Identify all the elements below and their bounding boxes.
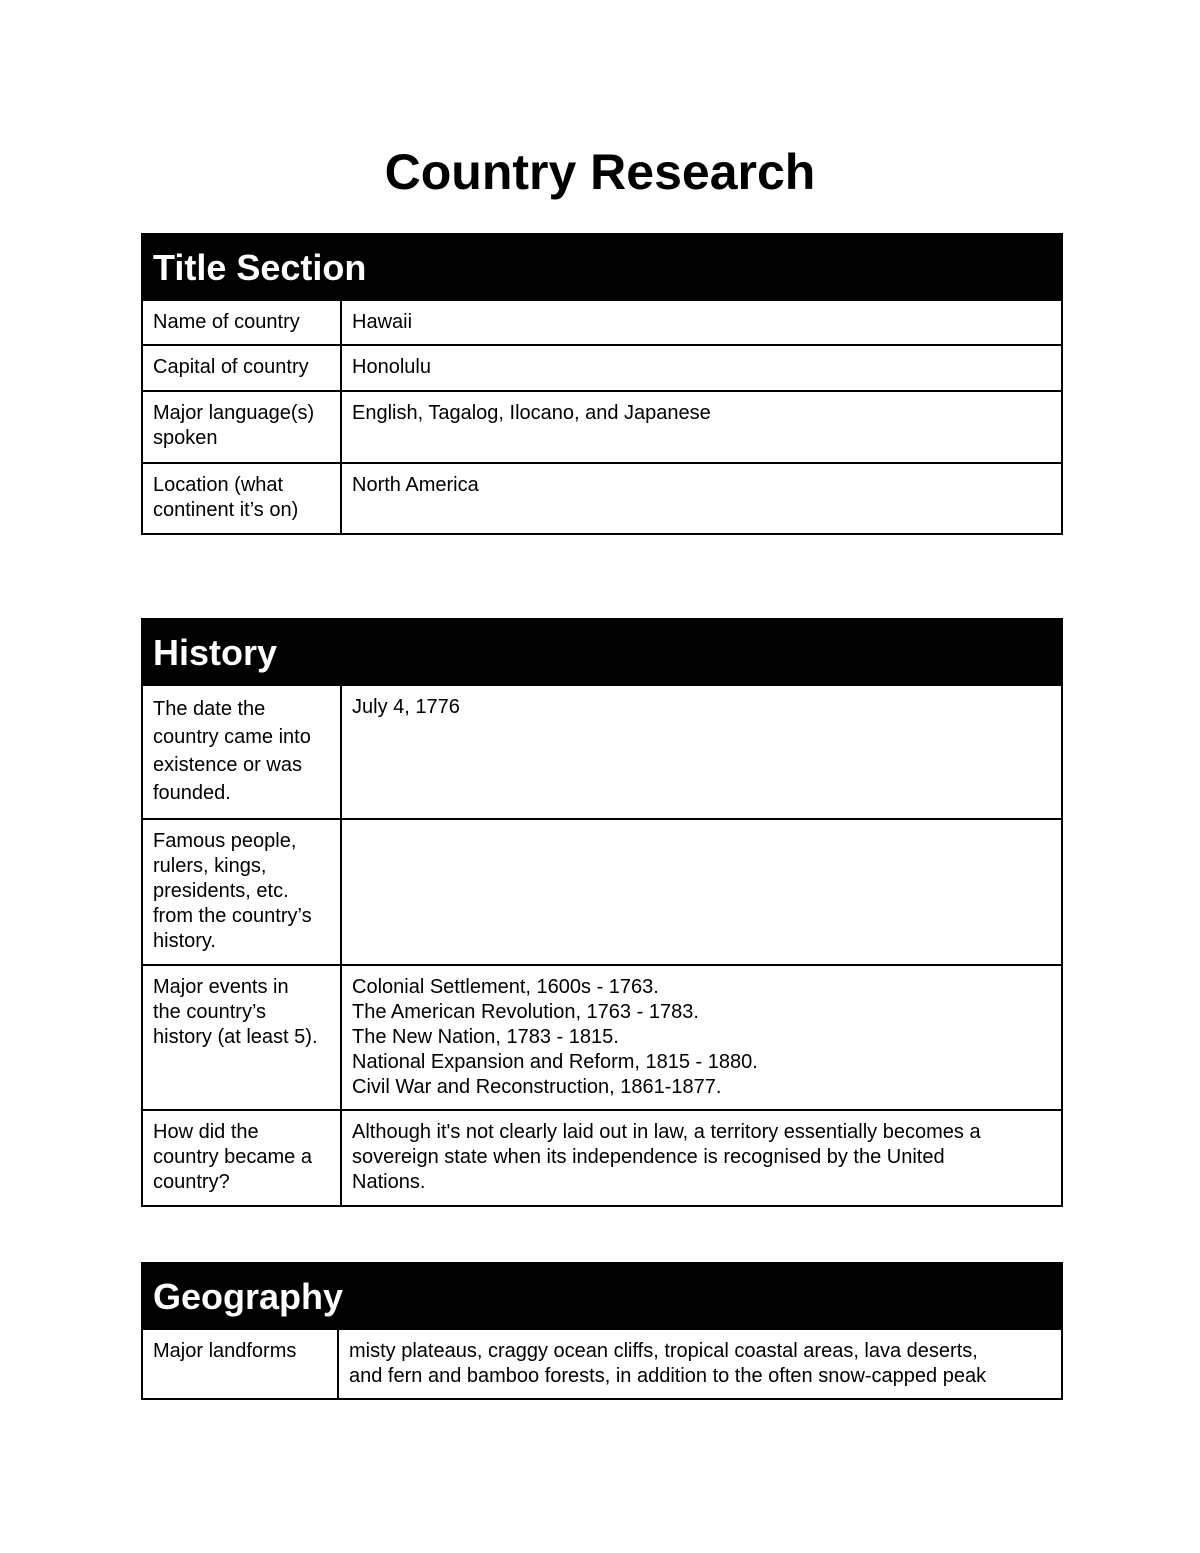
history-section-table [141,618,1063,1207]
field-value: Honolulu [341,345,1062,391]
geography-section-table [141,1262,1063,1400]
geography-section-heading: Geography [142,1263,1062,1329]
table-row [142,685,1062,819]
field-label: Major events in the country’s history (at least 5). [142,965,341,1110]
field-label: How did the country became a country? [142,1110,341,1206]
field-value: Hawaii [341,300,1062,345]
field-value: July 4, 1776 [341,685,1062,819]
table-row [142,345,1062,391]
field-value: Although it's not clearly laid out in law, a territory essentially becomes a sovereign state when its independence is recognised by the United Nations. [341,1110,1062,1206]
field-label: Famous people, rulers, kings, presidents, etc. from the country’s history. [142,819,341,965]
table-row [142,1110,1062,1206]
history-section-heading: History [142,619,1062,685]
field-value: North America [341,463,1062,534]
table-row [142,1329,1062,1399]
table-row [142,819,1062,965]
field-value [341,819,1062,965]
field-label: The date the country came into existence or was founded. [142,685,341,819]
title-section-heading: Title Section [142,234,1062,300]
page-title: Country Research [384,144,816,200]
field-label: Major landforms [142,1329,338,1399]
field-label: Major language(s) spoken [142,391,341,463]
field-label: Capital of country [142,345,341,391]
field-value: Colonial Settlement, 1600s - 1763. The American Revolution, 1763 - 1783. The New Nation, 1783 - 1815. National Expansion and Reform, 1815 - 1880. Civil War and Reconstruction, 1861-1877. [341,965,1062,1110]
table-row [142,965,1062,1110]
field-label: Location (what continent it’s on) [142,463,341,534]
field-label: Name of country [142,300,341,345]
field-value: English, Tagalog, Ilocano, and Japanese [341,391,1062,463]
field-value: misty plateaus, craggy ocean cliffs, tropical coastal areas, lava deserts, and fern and bamboo forests, in addition to the often snow-capped peak [338,1329,1062,1399]
table-row [142,463,1062,534]
title-section-table [141,233,1063,535]
table-row [142,300,1062,345]
table-row [142,391,1062,463]
